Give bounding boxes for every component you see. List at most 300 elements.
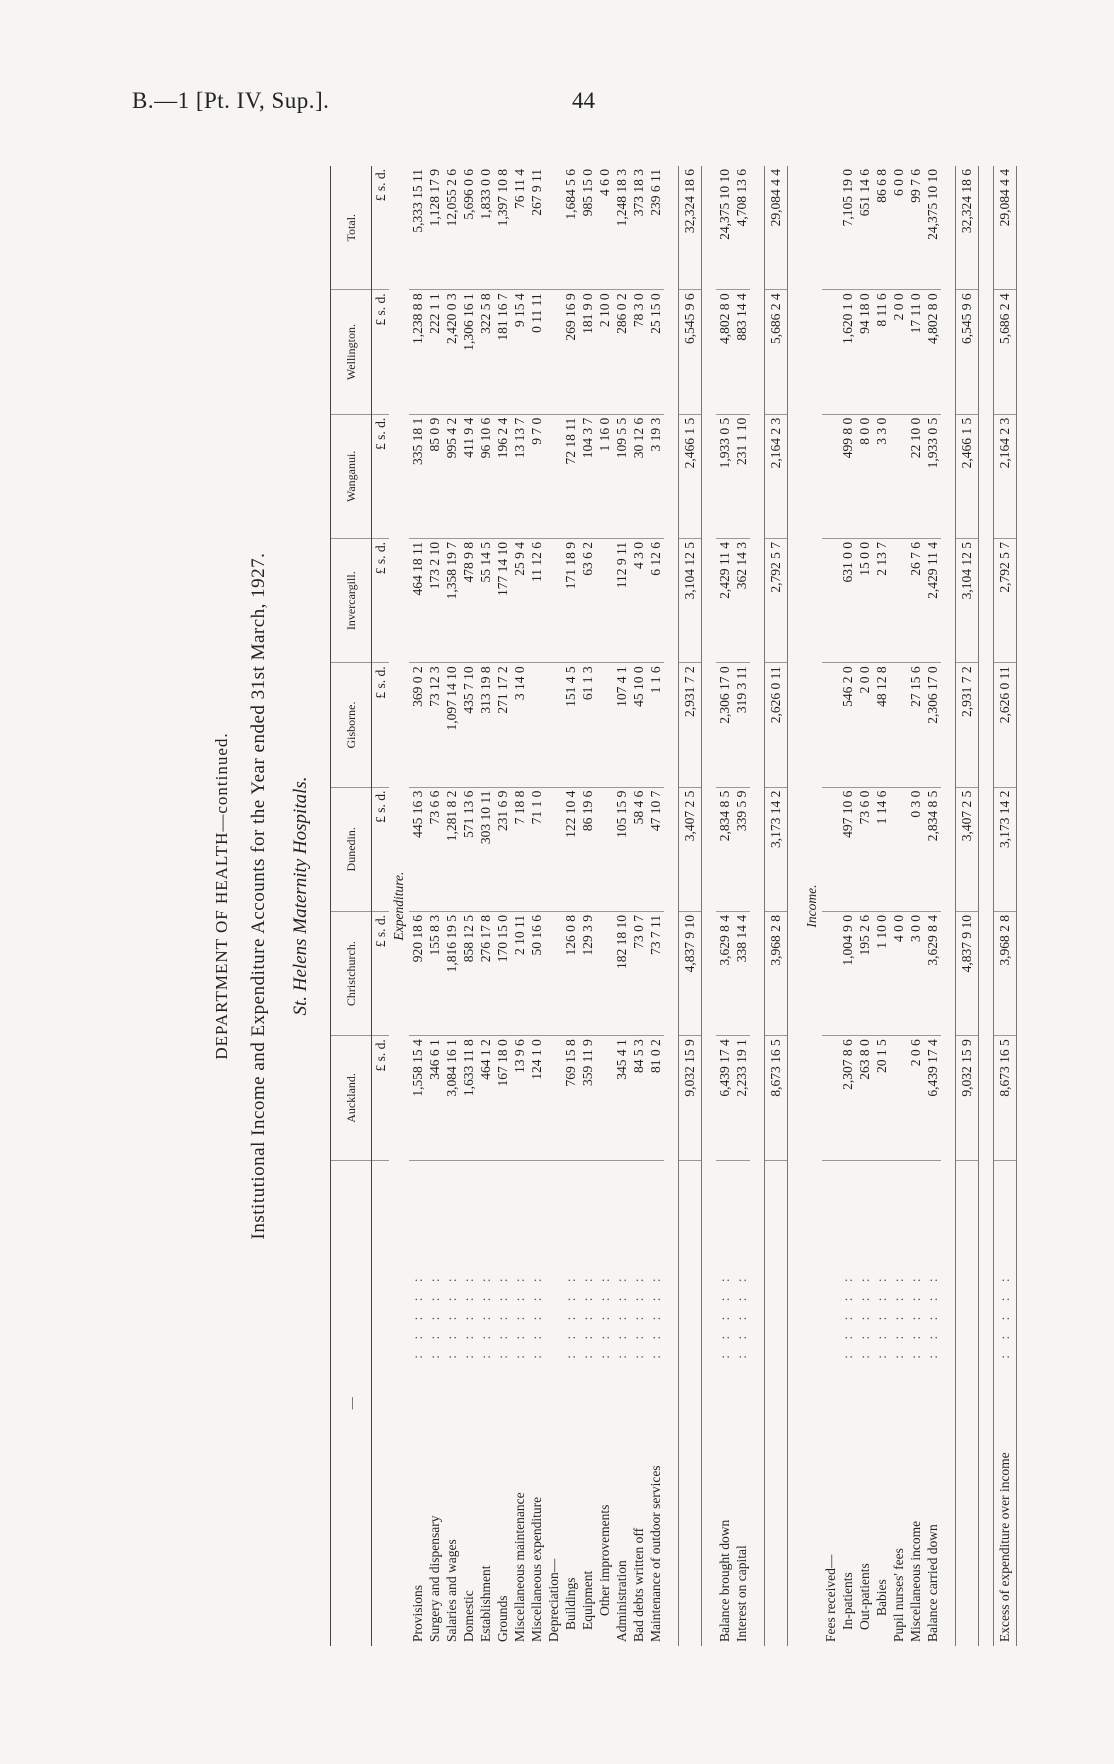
amount-cell: 271 17 2 bbox=[494, 663, 511, 787]
amount-cell: 4 0 0 bbox=[890, 911, 907, 1035]
spacer-cell bbox=[979, 166, 994, 1646]
row-label: Fees received— bbox=[822, 1554, 838, 1642]
amount-cell: 58 4 6 bbox=[630, 787, 647, 911]
amount-cell: 3,629 8 4 bbox=[924, 911, 941, 1035]
amount-cell: 126 0 8 bbox=[562, 911, 579, 1035]
row-label: Excess of expenditure over income bbox=[994, 1362, 1017, 1646]
row-label: Establishment bbox=[477, 1565, 493, 1642]
amount-cell: 32,324 18 6 bbox=[679, 166, 702, 290]
amount-cell: 2 0 6 bbox=[907, 1036, 924, 1160]
amount-cell: 1,684 5 6 bbox=[562, 166, 579, 290]
amount-cell: 8,673 16 5 bbox=[765, 1036, 788, 1160]
amount-cell bbox=[822, 414, 839, 538]
amount-cell bbox=[822, 290, 839, 414]
table-row-provisions bbox=[409, 166, 426, 1646]
amount-cell: 1,358 19 7 bbox=[443, 539, 460, 663]
table-row-interest bbox=[733, 166, 750, 1646]
amount-cell: 497 10 6 bbox=[839, 787, 856, 911]
amount-cell: 2,626 0 11 bbox=[994, 663, 1017, 787]
leader-dots: : : : : : bbox=[873, 1272, 889, 1359]
amount-cell bbox=[822, 911, 839, 1035]
amount-cell: 76 11 4 bbox=[511, 166, 528, 290]
amount-cell: 72 18 11 bbox=[562, 414, 579, 538]
currency-cell: £ s. d. bbox=[372, 1036, 390, 1160]
amount-cell: 3,407 2 5 bbox=[679, 787, 702, 911]
currency-cell: £ s. d. bbox=[372, 414, 390, 538]
amount-cell: 45 10 0 bbox=[630, 663, 647, 787]
amount-cell: 27 15 6 bbox=[907, 663, 924, 787]
amount-cell: 3,968 2 8 bbox=[765, 911, 788, 1035]
table-row-fees bbox=[822, 166, 839, 1646]
row-label: Bad debts written off bbox=[630, 1527, 646, 1642]
spacer-row bbox=[788, 166, 803, 1646]
amount-cell: 1,128 17 9 bbox=[426, 166, 443, 290]
amount-cell: 1,248 18 3 bbox=[613, 166, 630, 290]
leader-dots: : : : : : bbox=[890, 1272, 906, 1359]
table-row-bad_debts bbox=[630, 166, 647, 1646]
amount-cell: 920 18 6 bbox=[409, 911, 426, 1035]
amount-cell: 362 14 3 bbox=[733, 539, 750, 663]
amount-cell: 4,708 13 6 bbox=[733, 166, 750, 290]
spacer-row bbox=[702, 166, 717, 1646]
amount-cell: 4,837 9 10 bbox=[679, 911, 702, 1035]
amount-cell: 1,097 14 10 bbox=[443, 663, 460, 787]
amount-cell: 78 3 0 bbox=[630, 290, 647, 414]
amount-cell: 2,626 0 11 bbox=[765, 663, 788, 787]
accounts-title: Institutional Income and Expenditure Accounts for the Year ended 31st March, 1927. bbox=[248, 552, 269, 1240]
amount-cell: 3,084 16 1 bbox=[443, 1036, 460, 1160]
row-label: In-patients bbox=[839, 1572, 855, 1630]
currency-row bbox=[372, 166, 390, 1646]
amount-cell: 2,164 2 3 bbox=[765, 414, 788, 538]
table-row-outpatients bbox=[856, 166, 873, 1646]
section-heading-income bbox=[802, 166, 822, 1646]
amount-cell bbox=[822, 663, 839, 787]
header-row bbox=[331, 166, 372, 1646]
amount-cell: 61 1 3 bbox=[579, 663, 596, 787]
leader-dots: : : : : : bbox=[528, 1272, 544, 1359]
amount-cell: 9 7 0 bbox=[528, 414, 545, 538]
leader-dots: : : : : : bbox=[716, 1272, 732, 1359]
amount-cell: 769 15 8 bbox=[562, 1036, 579, 1160]
amount-cell: 73 12 3 bbox=[426, 663, 443, 787]
table-row-salaries bbox=[443, 166, 460, 1646]
amount-cell: 25 15 0 bbox=[647, 290, 664, 414]
page-code: B.—1 [Pt. IV, Sup.]. bbox=[132, 88, 330, 113]
leader-dots: : : : : : bbox=[994, 1160, 1017, 1362]
amount-cell bbox=[890, 539, 907, 663]
amount-cell: 2,466 1 5 bbox=[956, 414, 979, 538]
table-row-misc_maint bbox=[511, 166, 528, 1646]
col-header-label: — bbox=[331, 1160, 372, 1646]
rotated-table-region bbox=[130, 146, 1012, 1646]
currency-spacer bbox=[372, 1160, 390, 1646]
row-label bbox=[765, 1362, 788, 1646]
amount-cell: 1 14 6 bbox=[873, 787, 890, 911]
amount-cell: 96 10 6 bbox=[477, 414, 494, 538]
amount-cell: 1,933 0 5 bbox=[924, 414, 941, 538]
amount-cell bbox=[890, 1036, 907, 1160]
department-title: DEPARTMENT OF HEALTH—continued. bbox=[212, 732, 231, 1060]
amount-cell: 411 9 4 bbox=[460, 414, 477, 538]
amount-cell: 3 0 0 bbox=[907, 911, 924, 1035]
amount-cell: 276 17 8 bbox=[477, 911, 494, 1035]
amount-cell bbox=[545, 663, 562, 787]
row-label: Other improvements bbox=[596, 1504, 612, 1616]
amount-cell bbox=[596, 787, 613, 911]
row-label: Miscellaneous expenditure bbox=[528, 1496, 544, 1642]
amount-cell: 222 1 1 bbox=[426, 290, 443, 414]
amount-cell bbox=[890, 787, 907, 911]
amount-cell: 11 12 6 bbox=[528, 539, 545, 663]
table-row-surgery bbox=[426, 166, 443, 1646]
col-header-christchurch: Christchurch. bbox=[331, 911, 372, 1035]
amount-cell: 167 18 0 bbox=[494, 1036, 511, 1160]
amount-cell: 81 0 2 bbox=[647, 1036, 664, 1160]
amount-cell: 32,324 18 6 bbox=[956, 166, 979, 290]
amount-cell: 112 9 11 bbox=[613, 539, 630, 663]
leader-dots: : : : : : bbox=[443, 1272, 459, 1359]
amount-cell: 25 9 4 bbox=[511, 539, 528, 663]
amount-cell: 3,629 8 4 bbox=[716, 911, 733, 1035]
currency-cell: £ s. d. bbox=[372, 911, 390, 1035]
amount-cell: 1 16 0 bbox=[596, 414, 613, 538]
amount-cell: 2,429 11 4 bbox=[716, 539, 733, 663]
amount-cell: 1,933 0 5 bbox=[716, 414, 733, 538]
row-label bbox=[956, 1362, 979, 1646]
amount-cell bbox=[890, 414, 907, 538]
amount-cell: 129 3 9 bbox=[579, 911, 596, 1035]
amount-cell bbox=[545, 290, 562, 414]
amount-cell: 155 8 3 bbox=[426, 911, 443, 1035]
amount-cell: 2,420 0 3 bbox=[443, 290, 460, 414]
amount-cell: 286 0 2 bbox=[613, 290, 630, 414]
amount-cell: 196 2 4 bbox=[494, 414, 511, 538]
table-row-grounds bbox=[494, 166, 511, 1646]
amount-cell: 3,407 2 5 bbox=[956, 787, 979, 911]
amount-cell: 4,837 9 10 bbox=[956, 911, 979, 1035]
leader-dots: : : : : : bbox=[907, 1272, 923, 1359]
spacer-cell bbox=[750, 166, 765, 1646]
amount-cell: 3,173 14 2 bbox=[994, 787, 1017, 911]
amount-cell: 1,816 19 5 bbox=[443, 911, 460, 1035]
amount-cell: 47 10 7 bbox=[647, 787, 664, 911]
amount-cell: 170 15 0 bbox=[494, 911, 511, 1035]
row-label: Salaries and wages bbox=[443, 1539, 459, 1642]
amount-cell: 7,105 19 0 bbox=[839, 166, 856, 290]
amount-cell: 546 2 0 bbox=[839, 663, 856, 787]
amount-cell: 2 10 0 bbox=[596, 290, 613, 414]
amount-cell: 6,439 17 4 bbox=[716, 1036, 733, 1160]
amount-cell: 181 16 7 bbox=[494, 290, 511, 414]
table-row-pupil_fees bbox=[890, 166, 907, 1646]
amount-cell: 1,306 16 1 bbox=[460, 290, 477, 414]
amount-cell: 571 13 6 bbox=[460, 787, 477, 911]
amount-cell: 6,545 9 6 bbox=[679, 290, 702, 414]
amount-cell: 2 10 11 bbox=[511, 911, 528, 1035]
amount-cell: 109 5 5 bbox=[613, 414, 630, 538]
spacer-row bbox=[664, 166, 679, 1646]
amount-cell: 29,084 4 4 bbox=[765, 166, 788, 290]
table-row-inc_total bbox=[956, 166, 979, 1646]
amount-cell: 1,397 10 8 bbox=[494, 166, 511, 290]
amount-cell: 883 14 4 bbox=[733, 290, 750, 414]
amount-cell bbox=[545, 414, 562, 538]
amount-cell: 104 3 7 bbox=[579, 414, 596, 538]
amount-cell: 3 14 0 bbox=[511, 663, 528, 787]
amount-cell: 73 7 11 bbox=[647, 911, 664, 1035]
leader-dots bbox=[765, 1160, 788, 1362]
amount-cell: 55 14 5 bbox=[477, 539, 494, 663]
amount-cell: 22 10 0 bbox=[907, 414, 924, 538]
amount-cell: 15 0 0 bbox=[856, 539, 873, 663]
amount-cell: 1,238 8 8 bbox=[409, 290, 426, 414]
leader-dots: : : : : : bbox=[477, 1272, 493, 1359]
row-label: Miscellaneous maintenance bbox=[511, 1492, 527, 1642]
section-title: Expenditure. bbox=[391, 871, 406, 941]
table-row-other_impr bbox=[596, 166, 613, 1646]
leader-dots: : : : : : bbox=[596, 1272, 612, 1359]
leader-dots: : : : : : bbox=[562, 1272, 578, 1359]
leader-dots: : : : : : bbox=[494, 1272, 510, 1359]
leader-dots: : : : : : bbox=[426, 1272, 442, 1359]
table-row-buildings bbox=[562, 166, 579, 1646]
amount-cell: 651 14 6 bbox=[856, 166, 873, 290]
leader-dots bbox=[545, 1160, 562, 1362]
amount-cell: 13 13 7 bbox=[511, 414, 528, 538]
table-row-outdoor bbox=[647, 166, 664, 1646]
amount-cell: 3,104 12 5 bbox=[956, 539, 979, 663]
table-row-cap_total bbox=[765, 166, 788, 1646]
row-label: Out-patients bbox=[856, 1563, 872, 1630]
amount-cell: 26 7 6 bbox=[907, 539, 924, 663]
leader-dots: : : : : : bbox=[839, 1272, 855, 1359]
col-header-dunedin: Dunedin. bbox=[331, 787, 372, 911]
amount-cell: 5,686 2 4 bbox=[765, 290, 788, 414]
section-title: Income. bbox=[804, 884, 819, 928]
amount-cell: 3 19 3 bbox=[647, 414, 664, 538]
amount-cell: 48 12 8 bbox=[873, 663, 890, 787]
leader-dots: : : : : : bbox=[924, 1272, 940, 1359]
amount-cell: 464 1 2 bbox=[477, 1036, 494, 1160]
amount-cell: 1,004 9 0 bbox=[839, 911, 856, 1035]
amount-cell: 2 0 0 bbox=[856, 663, 873, 787]
amount-cell bbox=[822, 539, 839, 663]
table-row-equipment bbox=[579, 166, 596, 1646]
amount-cell: 263 8 0 bbox=[856, 1036, 873, 1160]
accounts-table bbox=[330, 166, 1017, 1646]
amount-cell: 63 6 2 bbox=[579, 539, 596, 663]
amount-cell: 105 15 9 bbox=[613, 787, 630, 911]
spacer-row bbox=[941, 166, 956, 1646]
amount-cell: 8,673 16 5 bbox=[994, 1036, 1017, 1160]
amount-cell: 85 0 9 bbox=[426, 414, 443, 538]
row-label: Balance carried down bbox=[924, 1524, 940, 1642]
amount-cell: 4 3 0 bbox=[630, 539, 647, 663]
amount-cell: 313 19 8 bbox=[477, 663, 494, 787]
amount-cell: 346 6 1 bbox=[426, 1036, 443, 1160]
leader-dots: : : : : : bbox=[630, 1272, 646, 1359]
amount-cell: 73 0 7 bbox=[630, 911, 647, 1035]
amount-cell bbox=[528, 663, 545, 787]
amount-cell: 5,333 15 11 bbox=[409, 166, 426, 290]
amount-cell: 1 1 6 bbox=[647, 663, 664, 787]
amount-cell: 373 18 3 bbox=[630, 166, 647, 290]
amount-cell: 435 7 10 bbox=[460, 663, 477, 787]
leader-dots bbox=[822, 1160, 839, 1362]
table-row-excess bbox=[994, 166, 1017, 1646]
amount-cell: 322 5 8 bbox=[477, 290, 494, 414]
table-row-administration bbox=[613, 166, 630, 1646]
col-header-gisborne: Gisborne. bbox=[331, 663, 372, 787]
amount-cell: 2,233 19 1 bbox=[733, 1036, 750, 1160]
amount-cell: 151 4 5 bbox=[562, 663, 579, 787]
amount-cell: 6,439 17 4 bbox=[924, 1036, 941, 1160]
amount-cell: 6 0 0 bbox=[890, 166, 907, 290]
table-row-exp_total bbox=[679, 166, 702, 1646]
amount-cell: 2,792 5 7 bbox=[994, 539, 1017, 663]
amount-cell: 107 4 1 bbox=[613, 663, 630, 787]
amount-cell: 631 0 0 bbox=[839, 539, 856, 663]
row-label: Pupil nurses' fees bbox=[890, 1548, 906, 1642]
row-label: Buildings bbox=[562, 1577, 578, 1630]
amount-cell: 267 9 11 bbox=[528, 166, 545, 290]
leader-dots: : : : : : bbox=[856, 1272, 872, 1359]
currency-cell: £ s. d. bbox=[372, 166, 390, 290]
amount-cell: 86 19 6 bbox=[579, 787, 596, 911]
amount-cell: 24,375 10 10 bbox=[716, 166, 733, 290]
amount-cell: 13 9 6 bbox=[511, 1036, 528, 1160]
amount-cell: 339 5 9 bbox=[733, 787, 750, 911]
amount-cell: 8 11 6 bbox=[873, 290, 890, 414]
spacer-cell bbox=[788, 166, 803, 1646]
row-label bbox=[679, 1362, 702, 1646]
row-label: Maintenance of outdoor services bbox=[647, 1465, 663, 1642]
currency-cell: £ s. d. bbox=[372, 290, 390, 414]
amount-cell bbox=[545, 911, 562, 1035]
row-label: Surgery and dispensary bbox=[426, 1515, 442, 1642]
amount-cell: 181 9 0 bbox=[579, 290, 596, 414]
amount-cell: 338 14 4 bbox=[733, 911, 750, 1035]
amount-cell: 1,833 0 0 bbox=[477, 166, 494, 290]
spacer-cell bbox=[702, 166, 717, 1646]
amount-cell: 985 15 0 bbox=[579, 166, 596, 290]
amount-cell: 478 9 8 bbox=[460, 539, 477, 663]
amount-cell: 71 1 0 bbox=[528, 787, 545, 911]
amount-cell: 86 6 8 bbox=[873, 166, 890, 290]
amount-cell: 5,696 0 6 bbox=[460, 166, 477, 290]
amount-cell: 2,164 2 3 bbox=[994, 414, 1017, 538]
amount-cell: 99 7 6 bbox=[907, 166, 924, 290]
table-row-depreciation bbox=[545, 166, 562, 1646]
amount-cell bbox=[545, 166, 562, 290]
amount-cell: 182 18 10 bbox=[613, 911, 630, 1035]
row-label: Miscellaneous income bbox=[907, 1520, 923, 1642]
amount-cell: 3 3 0 bbox=[873, 414, 890, 538]
amount-cell: 5,686 2 4 bbox=[994, 290, 1017, 414]
table-row-bal_carried bbox=[924, 166, 941, 1646]
hospitals-subtitle: St. Helens Maternity Hospitals. bbox=[290, 776, 311, 1016]
amount-cell: 231 1 10 bbox=[733, 414, 750, 538]
col-header-auckland: Auckland. bbox=[331, 1036, 372, 1160]
table-row-establishment bbox=[477, 166, 494, 1646]
table-row-babies bbox=[873, 166, 890, 1646]
table-row-bal_down bbox=[716, 166, 733, 1646]
amount-cell bbox=[822, 166, 839, 290]
amount-cell: 0 3 0 bbox=[907, 787, 924, 911]
page-header bbox=[0, 0, 1114, 130]
amount-cell: 0 11 11 bbox=[528, 290, 545, 414]
currency-cell: £ s. d. bbox=[372, 787, 390, 911]
col-header-wanganui: Wanganui. bbox=[331, 414, 372, 538]
amount-cell: 1,620 1 0 bbox=[839, 290, 856, 414]
amount-cell: 2,307 8 6 bbox=[839, 1036, 856, 1160]
amount-cell: 3,173 14 2 bbox=[765, 787, 788, 911]
col-header-invercargill: Invercargill. bbox=[331, 539, 372, 663]
leader-dots bbox=[956, 1160, 979, 1362]
amount-cell: 2,931 7 2 bbox=[956, 663, 979, 787]
amount-cell: 24,375 10 10 bbox=[924, 166, 941, 290]
amount-cell: 30 12 6 bbox=[630, 414, 647, 538]
amount-cell: 7 18 8 bbox=[511, 787, 528, 911]
amount-cell bbox=[890, 663, 907, 787]
amount-cell: 858 12 5 bbox=[460, 911, 477, 1035]
leader-dots: : : : : : bbox=[579, 1272, 595, 1359]
amount-cell: 29,084 4 4 bbox=[994, 166, 1017, 290]
amount-cell: 995 4 2 bbox=[443, 414, 460, 538]
table-body bbox=[372, 166, 1017, 1646]
col-header-wellington: Wellington. bbox=[331, 290, 372, 414]
amount-cell: 9 15 4 bbox=[511, 290, 528, 414]
amount-cell: 269 16 9 bbox=[562, 290, 579, 414]
amount-cell: 17 11 0 bbox=[907, 290, 924, 414]
row-label: Domestic bbox=[460, 1590, 476, 1642]
leader-dots: : : : : : bbox=[647, 1272, 663, 1359]
row-label: Equipment bbox=[579, 1570, 595, 1630]
table-row-inpatients bbox=[839, 166, 856, 1646]
amount-cell: 1,633 11 8 bbox=[460, 1036, 477, 1160]
amount-cell: 84 5 3 bbox=[630, 1036, 647, 1160]
amount-cell: 359 11 9 bbox=[579, 1036, 596, 1160]
spacer-cell bbox=[941, 166, 956, 1646]
amount-cell: 73 6 0 bbox=[856, 787, 873, 911]
amount-cell: 335 18 1 bbox=[409, 414, 426, 538]
amount-cell: 3,104 12 5 bbox=[679, 539, 702, 663]
amount-cell bbox=[822, 787, 839, 911]
currency-cell: £ s. d. bbox=[372, 663, 390, 787]
amount-cell: 12,055 2 6 bbox=[443, 166, 460, 290]
col-header-total: Total. bbox=[331, 166, 372, 290]
table-row-misc_exp bbox=[528, 166, 545, 1646]
amount-cell: 2,306 17 0 bbox=[716, 663, 733, 787]
row-label: Interest on capital bbox=[733, 1545, 749, 1642]
spacer-cell bbox=[664, 166, 679, 1646]
currency-cell: £ s. d. bbox=[372, 539, 390, 663]
amount-cell: 239 6 11 bbox=[647, 166, 664, 290]
table-row-misc_income bbox=[907, 166, 924, 1646]
spacer-row bbox=[979, 166, 994, 1646]
leader-dots: : : : : : bbox=[733, 1272, 749, 1359]
amount-cell: 20 1 5 bbox=[873, 1036, 890, 1160]
amount-cell: 369 0 2 bbox=[409, 663, 426, 787]
amount-cell bbox=[596, 911, 613, 1035]
amount-cell: 124 1 0 bbox=[528, 1036, 545, 1160]
amount-cell: 4,802 8 0 bbox=[924, 290, 941, 414]
row-label: Provisions bbox=[409, 1584, 425, 1642]
amount-cell: 6,545 9 6 bbox=[956, 290, 979, 414]
leader-dots bbox=[679, 1160, 702, 1362]
amount-cell: 9,032 15 9 bbox=[679, 1036, 702, 1160]
